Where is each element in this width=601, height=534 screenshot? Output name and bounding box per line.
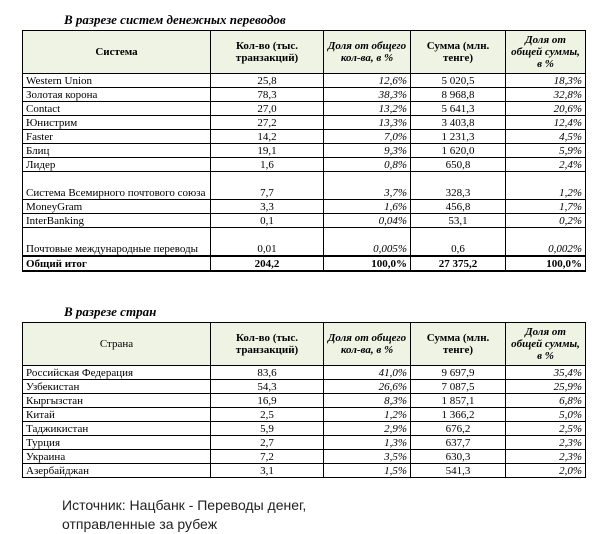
table-row [23,464,586,478]
cell-sum-share: 25,9% [506,380,586,394]
cell-sum: 5 641,3 [411,102,506,116]
table-row [23,436,586,450]
cell-sum: 7 087,5 [411,380,506,394]
cell-sum: 541,3 [411,464,506,478]
source-note [62,496,306,534]
countries-table [22,322,586,478]
table-row [23,144,586,158]
cell-count-share: 0,8% [324,158,411,172]
cell-count-share: 13,2% [324,102,411,116]
header-country: Страна [23,323,211,366]
cell-sum-share: 2,4% [506,158,586,172]
cell-sum: 456,8 [411,200,506,214]
cell-count: 3,3 [211,200,324,214]
cell-count-share: 7,0% [324,130,411,144]
cell-sum: 1 620,0 [411,144,506,158]
table-row [23,408,586,422]
header-sum-share: Доля от общей суммы, в % [506,31,586,74]
cell-count: 0,01 [211,228,324,257]
cell-sum-share: 20,6% [506,102,586,116]
cell-name: Western Union [23,74,211,88]
cell-name: Китай [23,408,211,422]
header-system: Система [23,31,211,74]
source-line-2: отправленные за рубеж [62,516,218,532]
cell-sum-share: 4,5% [506,130,586,144]
cell-sum-share: 32,8% [506,88,586,102]
cell-count: 7,7 [211,172,324,200]
cell-sum: 328,3 [411,172,506,200]
cell-count-share: 12,6% [324,74,411,88]
cell-sum-share: 2,5% [506,422,586,436]
table-row [23,380,586,394]
cell-count-share: 13,3% [324,116,411,130]
cell-count: 83,6 [211,366,324,380]
header-sum: Сумма (млн. тенге) [411,31,506,74]
header-sum: Сумма (млн. тенге) [411,323,506,366]
cell-sum-share: 35,4% [506,366,586,380]
cell-sum: 1 857,1 [411,394,506,408]
cell-count-share: 1,2% [324,408,411,422]
table-row [23,88,586,102]
cell-sum: 1 366,2 [411,408,506,422]
header-count: Кол-во (тыс. транзакций) [211,323,324,366]
cell-name: Contact [23,102,211,116]
table-row [23,158,586,172]
cell-count-share: 1,5% [324,464,411,478]
cell-sum-share: 1,2% [506,172,586,200]
cell-sum-share: 5,0% [506,408,586,422]
cell-count: 5,9 [211,422,324,436]
cell-sum: 650,8 [411,158,506,172]
cell-sum: 1 231,3 [411,130,506,144]
table-row [23,228,586,257]
cell-count: 2,7 [211,436,324,450]
cell-name: Украина [23,450,211,464]
cell-count: 14,2 [211,130,324,144]
cell-name: MoneyGram [23,200,211,214]
cell-count-share: 8,3% [324,394,411,408]
cell-count: 27,0 [211,102,324,116]
cell-sum: 637,7 [411,436,506,450]
cell-name: InterBanking [23,214,211,228]
table-row [23,450,586,464]
cell-sum: 5 020,5 [411,74,506,88]
header-count-share: Доля от общего кол-ва, в % [324,31,411,74]
cell-name: Почтовые международные переводы [23,228,211,257]
cell-count: 25,8 [211,74,324,88]
cell-name: Таджикистан [23,422,211,436]
table-row [23,102,586,116]
cell-sum-share: 6,8% [506,394,586,408]
total-cell-count: 204,2 [211,256,324,271]
cell-count: 7,2 [211,450,324,464]
cell-name: Золотая корона [23,88,211,102]
source-line-1: Источник: Нацбанк - Переводы денег, [62,497,307,513]
cell-count: 3,1 [211,464,324,478]
cell-count-share: 41,0% [324,366,411,380]
systems-section-title: В разрезе систем денежных переводов [64,12,286,27]
cell-sum-share: 1,7% [506,200,586,214]
cell-count-share: 3,5% [324,450,411,464]
systems-table [22,30,586,272]
total-row [23,256,586,271]
cell-sum: 630,3 [411,450,506,464]
cell-sum-share: 2,3% [506,450,586,464]
total-cell-sum-share: 100,0% [506,256,586,271]
cell-count: 1,6 [211,158,324,172]
cell-name: Faster [23,130,211,144]
countries-header-row [23,323,586,366]
cell-count: 27,2 [211,116,324,130]
table-row [23,394,586,408]
total-cell-sum: 27 375,2 [411,256,506,271]
cell-count: 2,5 [211,408,324,422]
total-cell-count-share: 100,0% [324,256,411,271]
cell-name: Азербайджан [23,464,211,478]
table-row [23,422,586,436]
cell-name: Лидер [23,158,211,172]
cell-count-share: 26,6% [324,380,411,394]
cell-name: Блиц [23,144,211,158]
table-row [23,214,586,228]
cell-name: Юнистрим [23,116,211,130]
cell-count-share: 38,3% [324,88,411,102]
cell-sum: 9 697,9 [411,366,506,380]
systems-header-row [23,31,586,74]
header-count-share: Доля от общего кол-ва, в % [324,323,411,366]
cell-count-share: 1,6% [324,200,411,214]
cell-sum: 676,2 [411,422,506,436]
cell-count: 16,9 [211,394,324,408]
cell-name: Турция [23,436,211,450]
table-row [23,74,586,88]
cell-sum: 53,1 [411,214,506,228]
header-sum-share: Доля от общей суммы, в % [506,323,586,366]
cell-sum-share: 5,9% [506,144,586,158]
cell-name: Система Всемирного почтового союза [23,172,211,200]
cell-sum-share: 12,4% [506,116,586,130]
cell-count-share: 1,3% [324,436,411,450]
table-row [23,366,586,380]
header-count: Кол-во (тыс. транзакций) [211,31,324,74]
cell-count-share: 0,04% [324,214,411,228]
cell-name: Российская Федерация [23,366,211,380]
total-cell-name: Общий итог [23,256,211,271]
table-row [23,200,586,214]
cell-name: Кыргызстан [23,394,211,408]
countries-section-title: В разрезе стран [64,304,157,319]
cell-count-share: 3,7% [324,172,411,200]
cell-sum-share: 18,3% [506,74,586,88]
cell-sum: 3 403,8 [411,116,506,130]
table-row [23,116,586,130]
cell-sum-share: 2,0% [506,464,586,478]
cell-sum: 8 968,8 [411,88,506,102]
cell-sum-share: 2,3% [506,436,586,450]
table-row [23,172,586,200]
cell-count: 19,1 [211,144,324,158]
cell-count: 78,3 [211,88,324,102]
cell-count: 0,1 [211,214,324,228]
cell-sum-share: 0,2% [506,214,586,228]
cell-sum: 0,6 [411,228,506,257]
cell-sum-share: 0,002% [506,228,586,257]
cell-name: Узбекистан [23,380,211,394]
cell-count-share: 0,005% [324,228,411,257]
table-row [23,130,586,144]
cell-count: 54,3 [211,380,324,394]
cell-count-share: 9,3% [324,144,411,158]
cell-count-share: 2,9% [324,422,411,436]
